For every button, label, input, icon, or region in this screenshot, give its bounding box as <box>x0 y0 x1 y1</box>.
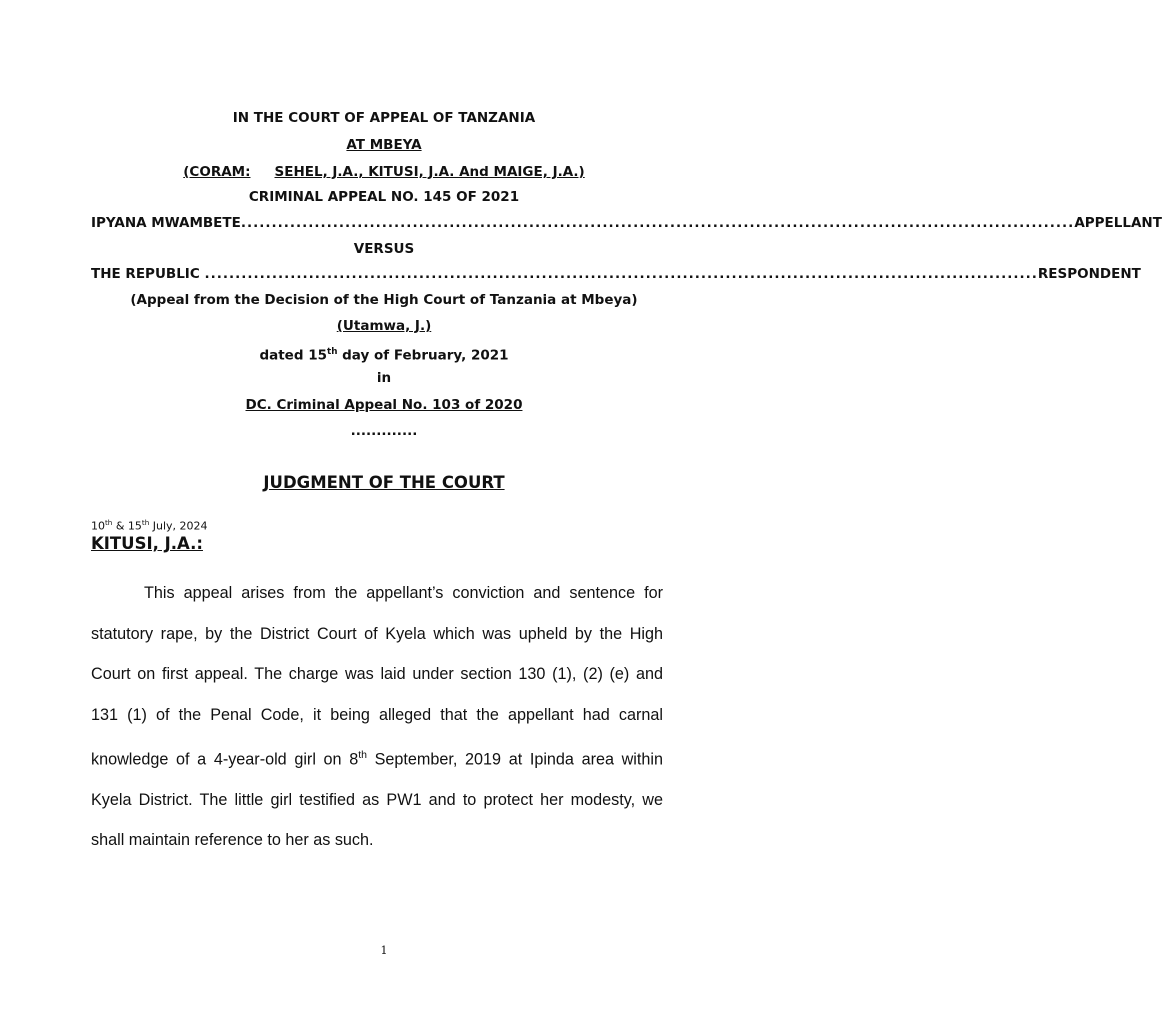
appellant-line <box>91 214 1162 232</box>
separator-dots: ............. <box>350 423 418 439</box>
respondent-line <box>91 265 1141 283</box>
date-text-end: day of February, 2021 <box>337 347 509 364</box>
dot-leader: ........................................................................................................................................ <box>204 266 1038 282</box>
lower-court-case: DC. Criminal Appeal No. 103 of 2020 <box>245 397 523 413</box>
dot-leader: ........................................................................................................................................ <box>240 215 1075 231</box>
in-word: in <box>376 370 392 386</box>
date-2: & 15 <box>112 519 142 533</box>
hearing-dates <box>91 518 208 533</box>
respondent-role: RESPONDENT <box>1037 266 1141 282</box>
appellant-name: IPYANA MWAMBETE <box>91 215 241 231</box>
respondent-name: THE REPUBLIC <box>91 266 205 282</box>
coram-judges: SEHEL, J.A., KITUSI, J.A. And MAIGE, J.A.) <box>274 164 585 180</box>
high-court-judge: (Utamwa, J.) <box>336 318 432 334</box>
date-1: 10 <box>91 519 105 533</box>
versus: VERSUS <box>353 241 415 257</box>
page-number: 1 <box>380 944 388 957</box>
court-name: IN THE COURT OF APPEAL OF TANZANIA <box>232 110 536 126</box>
coram-label: (CORAM: <box>183 164 251 180</box>
decision-date <box>0 343 768 365</box>
date-1-ordinal: th <box>105 518 113 527</box>
court-location: AT MBEYA <box>346 137 422 153</box>
paragraph-text-1: This appeal arises from the appellant’s conviction and sentence for statutory rape, by the District Court of Kyela which was upheld by the High Court on first appeal. The charge was laid under section 130 (1), (2) (e) and 131 (1) of the Penal Code, it being alleged that the appellant had carnal knowledge of a 4-year-old girl on 8 <box>91 584 663 769</box>
judgment-title: JUDGMENT OF THE COURT <box>263 473 505 492</box>
appellant-role: APPELLANT <box>1074 215 1162 231</box>
judgment-paragraph <box>91 573 663 861</box>
paragraph-ordinal: th <box>358 749 367 761</box>
judgment-author: KITUSI, J.A.: <box>91 534 203 553</box>
coram-line <box>0 163 768 181</box>
date-2-ordinal: th <box>141 518 150 527</box>
case-number: CRIMINAL APPEAL NO. 145 OF 2021 <box>248 189 520 205</box>
appeal-from-line: (Appeal from the Decision of the High Court of Tanzania at Mbeya) <box>130 292 638 308</box>
date-month-year: July, 2024 <box>149 519 208 533</box>
paragraph-text-2: September, 2019 at Ipinda area within Kyela District. The little girl testified as PW1 and to protect her modesty, we shall maintain reference to her as such. <box>91 750 663 850</box>
date-text: dated 15 <box>259 347 327 364</box>
date-ordinal: th <box>327 347 338 357</box>
